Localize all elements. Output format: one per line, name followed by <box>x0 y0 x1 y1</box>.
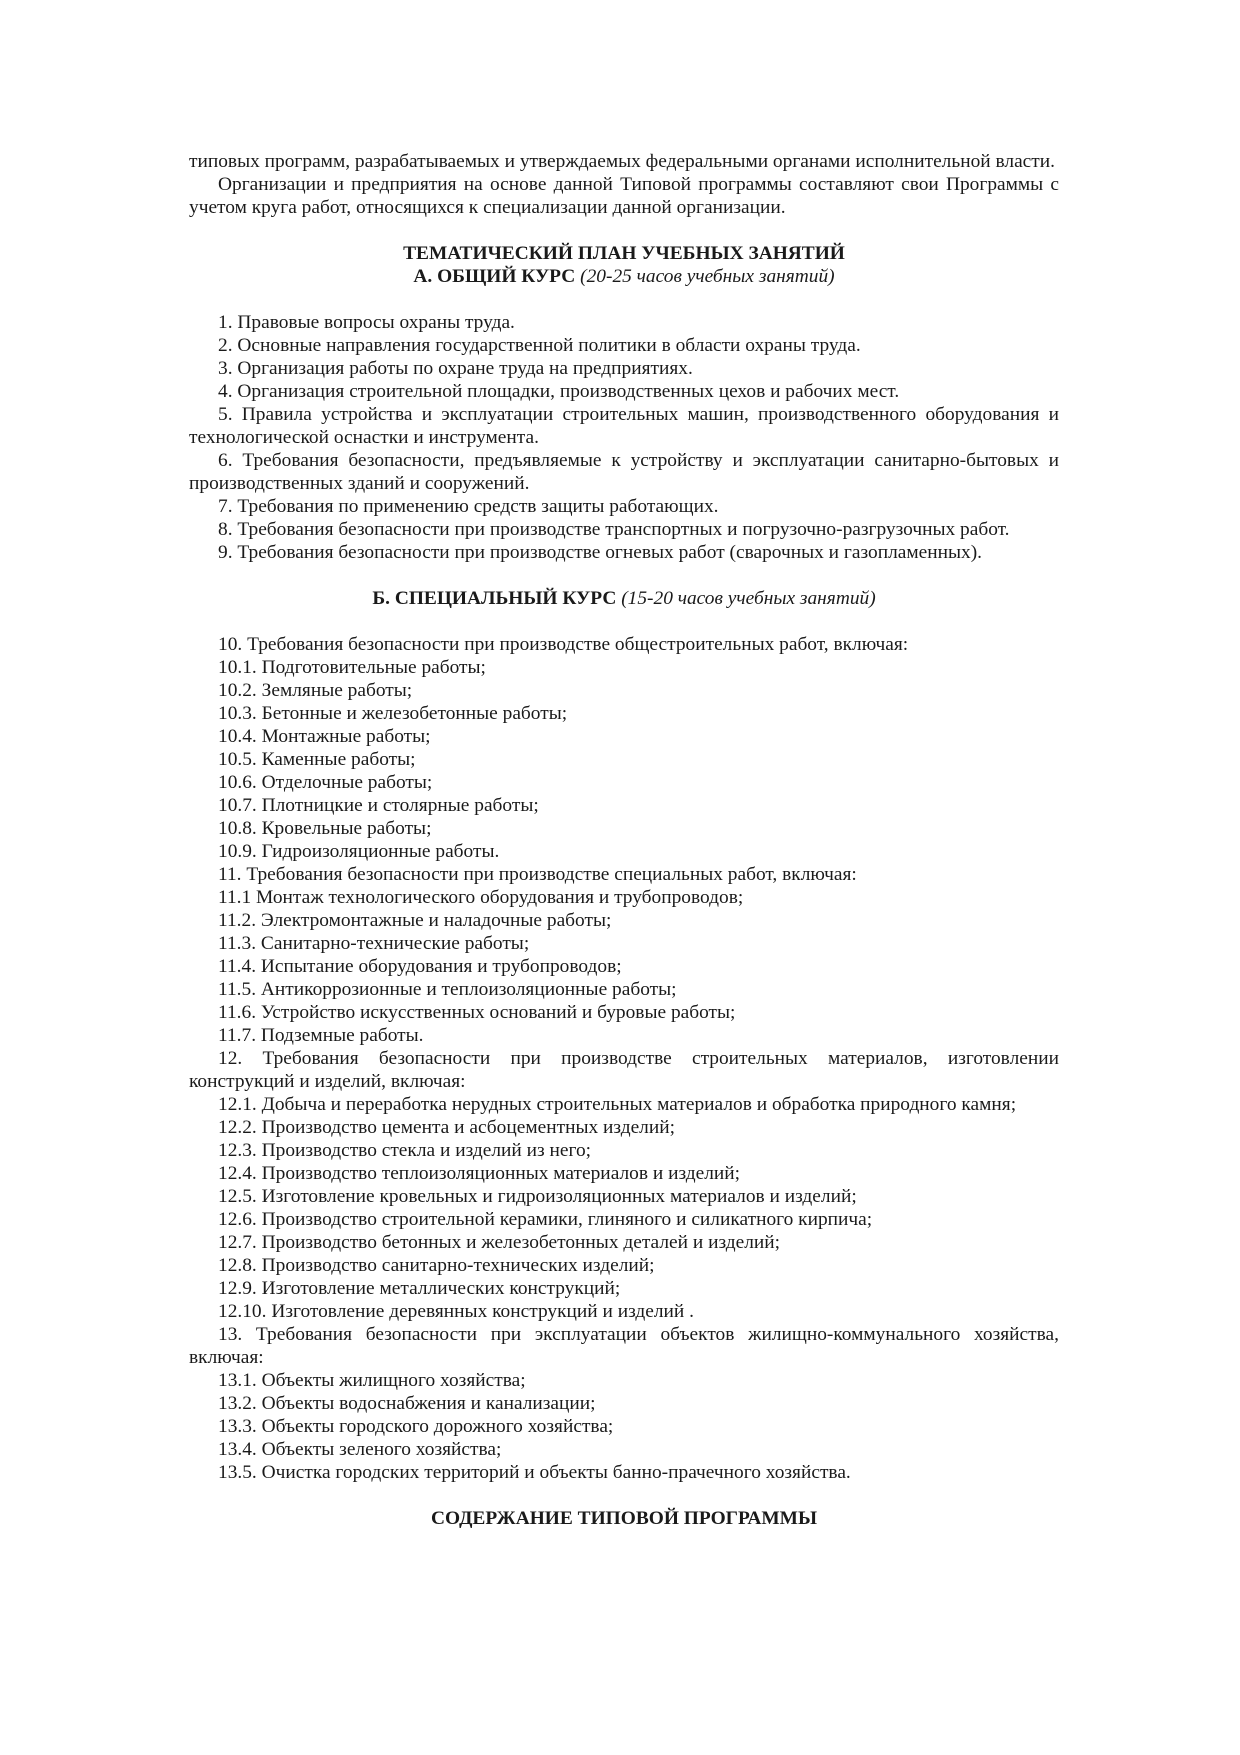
list-item: 11.6. Устройство искусственных оснований и буровые работы; <box>218 1002 736 1023</box>
section-a-title: А. ОБЩИЙ КУРС <box>413 266 576 287</box>
list-item: 3. Организация работы по охране труда на предприятиях. <box>218 358 693 379</box>
list-item: 12.10. Изготовление деревянных конструкций и изделий . <box>218 1301 694 1322</box>
section-a-hours: (20-25 часов учебных занятий) <box>580 266 835 287</box>
list-item: 10.3. Бетонные и железобетонные работы; <box>218 703 568 724</box>
list-item: 10.9. Гидроизоляционные работы. <box>218 841 500 862</box>
list-item: 12. Требования безопасности при производстве строительных материалов, изготовлении конструкций и изделий, включая: <box>189 1048 1059 1092</box>
list-item: 10.8. Кровельные работы; <box>218 818 432 839</box>
intro-paragraph-1: типовых программ, разрабатываемых и утверждаемых федеральными органами исполнительной власти. <box>189 151 1055 172</box>
list-item: 7. Требования по применению средств защиты работающих. <box>218 496 719 517</box>
section-a-list <box>189 311 1059 564</box>
list-item: 13.5. Очистка городских территорий и объекты банно-прачечного хозяйства. <box>218 1462 851 1483</box>
list-item: 12.1. Добыча и переработка нерудных строительных материалов и обработка природного камня; <box>218 1094 1017 1115</box>
list-item: 13.3. Объекты городского дорожного хозяйства; <box>218 1416 614 1437</box>
list-item: 10.1. Подготовительные работы; <box>218 657 486 678</box>
list-item: 10.4. Монтажные работы; <box>218 726 431 747</box>
list-item: 2. Основные направления государственной политики в области охраны труда. <box>218 335 861 356</box>
section-b-list <box>189 633 1059 1484</box>
list-item: 4. Организация строительной площадки, производственных цехов и рабочих мест. <box>218 381 900 402</box>
list-item: 11.1 Монтаж технологического оборудования и трубопроводов; <box>218 887 744 908</box>
list-item: 10.7. Плотницкие и столярные работы; <box>218 795 539 816</box>
section-b-heading <box>189 587 1059 610</box>
list-item: 5. Правила устройства и эксплуатации строительных машин, производственного оборудования и технологической оснастки и инструмента. <box>189 404 1059 448</box>
list-item: 12.2. Производство цемента и асбоцементных изделий; <box>218 1117 676 1138</box>
list-item: 12.4. Производство теплоизоляционных материалов и изделий; <box>218 1163 741 1184</box>
list-item: 11.5. Антикоррозионные и теплоизоляционные работы; <box>218 979 677 1000</box>
list-item: 10.5. Каменные работы; <box>218 749 416 770</box>
list-item: 8. Требования безопасности при производстве транспортных и погрузочно-разгрузочных работ. <box>218 519 1010 540</box>
list-item: 12.8. Производство санитарно-технических изделий; <box>218 1255 655 1276</box>
section-b-title: Б. СПЕЦИАЛЬНЫЙ КУРС <box>372 588 617 609</box>
content-title: СОДЕРЖАНИЕ ТИПОВОЙ ПРОГРАММЫ <box>430 1508 818 1529</box>
intro-paragraph-2: Организации и предприятия на основе данной Типовой программы составляют свои Программы с учетом круга работ, относящихся к специализации данной организации. <box>189 174 1059 218</box>
section-b-hours: (15-20 часов учебных занятий) <box>621 588 876 609</box>
list-item: 12.6. Производство строительной керамики, глиняного и силикатного кирпича; <box>218 1209 873 1230</box>
list-item: 11.2. Электромонтажные и наладочные работы; <box>218 910 612 931</box>
list-item: 10. Требования безопасности при производстве общестроительных работ, включая: <box>218 634 909 655</box>
section-a-heading <box>189 265 1059 288</box>
list-item: 12.5. Изготовление кровельных и гидроизоляционных материалов и изделий; <box>218 1186 857 1207</box>
list-item: 10.2. Земляные работы; <box>218 680 413 701</box>
list-item: 13.1. Объекты жилищного хозяйства; <box>218 1370 526 1391</box>
list-item: 13.4. Объекты зеленого хозяйства; <box>218 1439 502 1460</box>
list-item: 11.4. Испытание оборудования и трубопроводов; <box>218 956 622 977</box>
list-item: 11.7. Подземные работы. <box>218 1025 424 1046</box>
list-item: 1. Правовые вопросы охраны труда. <box>218 312 515 333</box>
list-item: 13. Требования безопасности при эксплуатации объектов жилищно-коммунального хозяйства, включая: <box>189 1324 1059 1368</box>
list-item: 13.2. Объекты водоснабжения и канализации; <box>218 1393 596 1414</box>
list-item: 11. Требования безопасности при производстве специальных работ, включая: <box>218 864 857 885</box>
list-item: 10.6. Отделочные работы; <box>218 772 433 793</box>
list-item: 6. Требования безопасности, предъявляемые к устройству и эксплуатации санитарно-бытовых и производственных зданий и сооружений. <box>189 450 1059 494</box>
list-item: 11.3. Санитарно-технические работы; <box>218 933 530 954</box>
list-item: 9. Требования безопасности при производстве огневых работ (сварочных и газопламенных). <box>218 542 983 563</box>
plan-title: ТЕМАТИЧЕСКИЙ ПЛАН УЧЕБНЫХ ЗАНЯТИЙ <box>403 243 845 264</box>
list-item: 12.3. Производство стекла и изделий из него; <box>218 1140 592 1161</box>
list-item: 12.9. Изготовление металлических конструкций; <box>218 1278 621 1299</box>
list-item: 12.7. Производство бетонных и железобетонных деталей и изделий; <box>218 1232 781 1253</box>
